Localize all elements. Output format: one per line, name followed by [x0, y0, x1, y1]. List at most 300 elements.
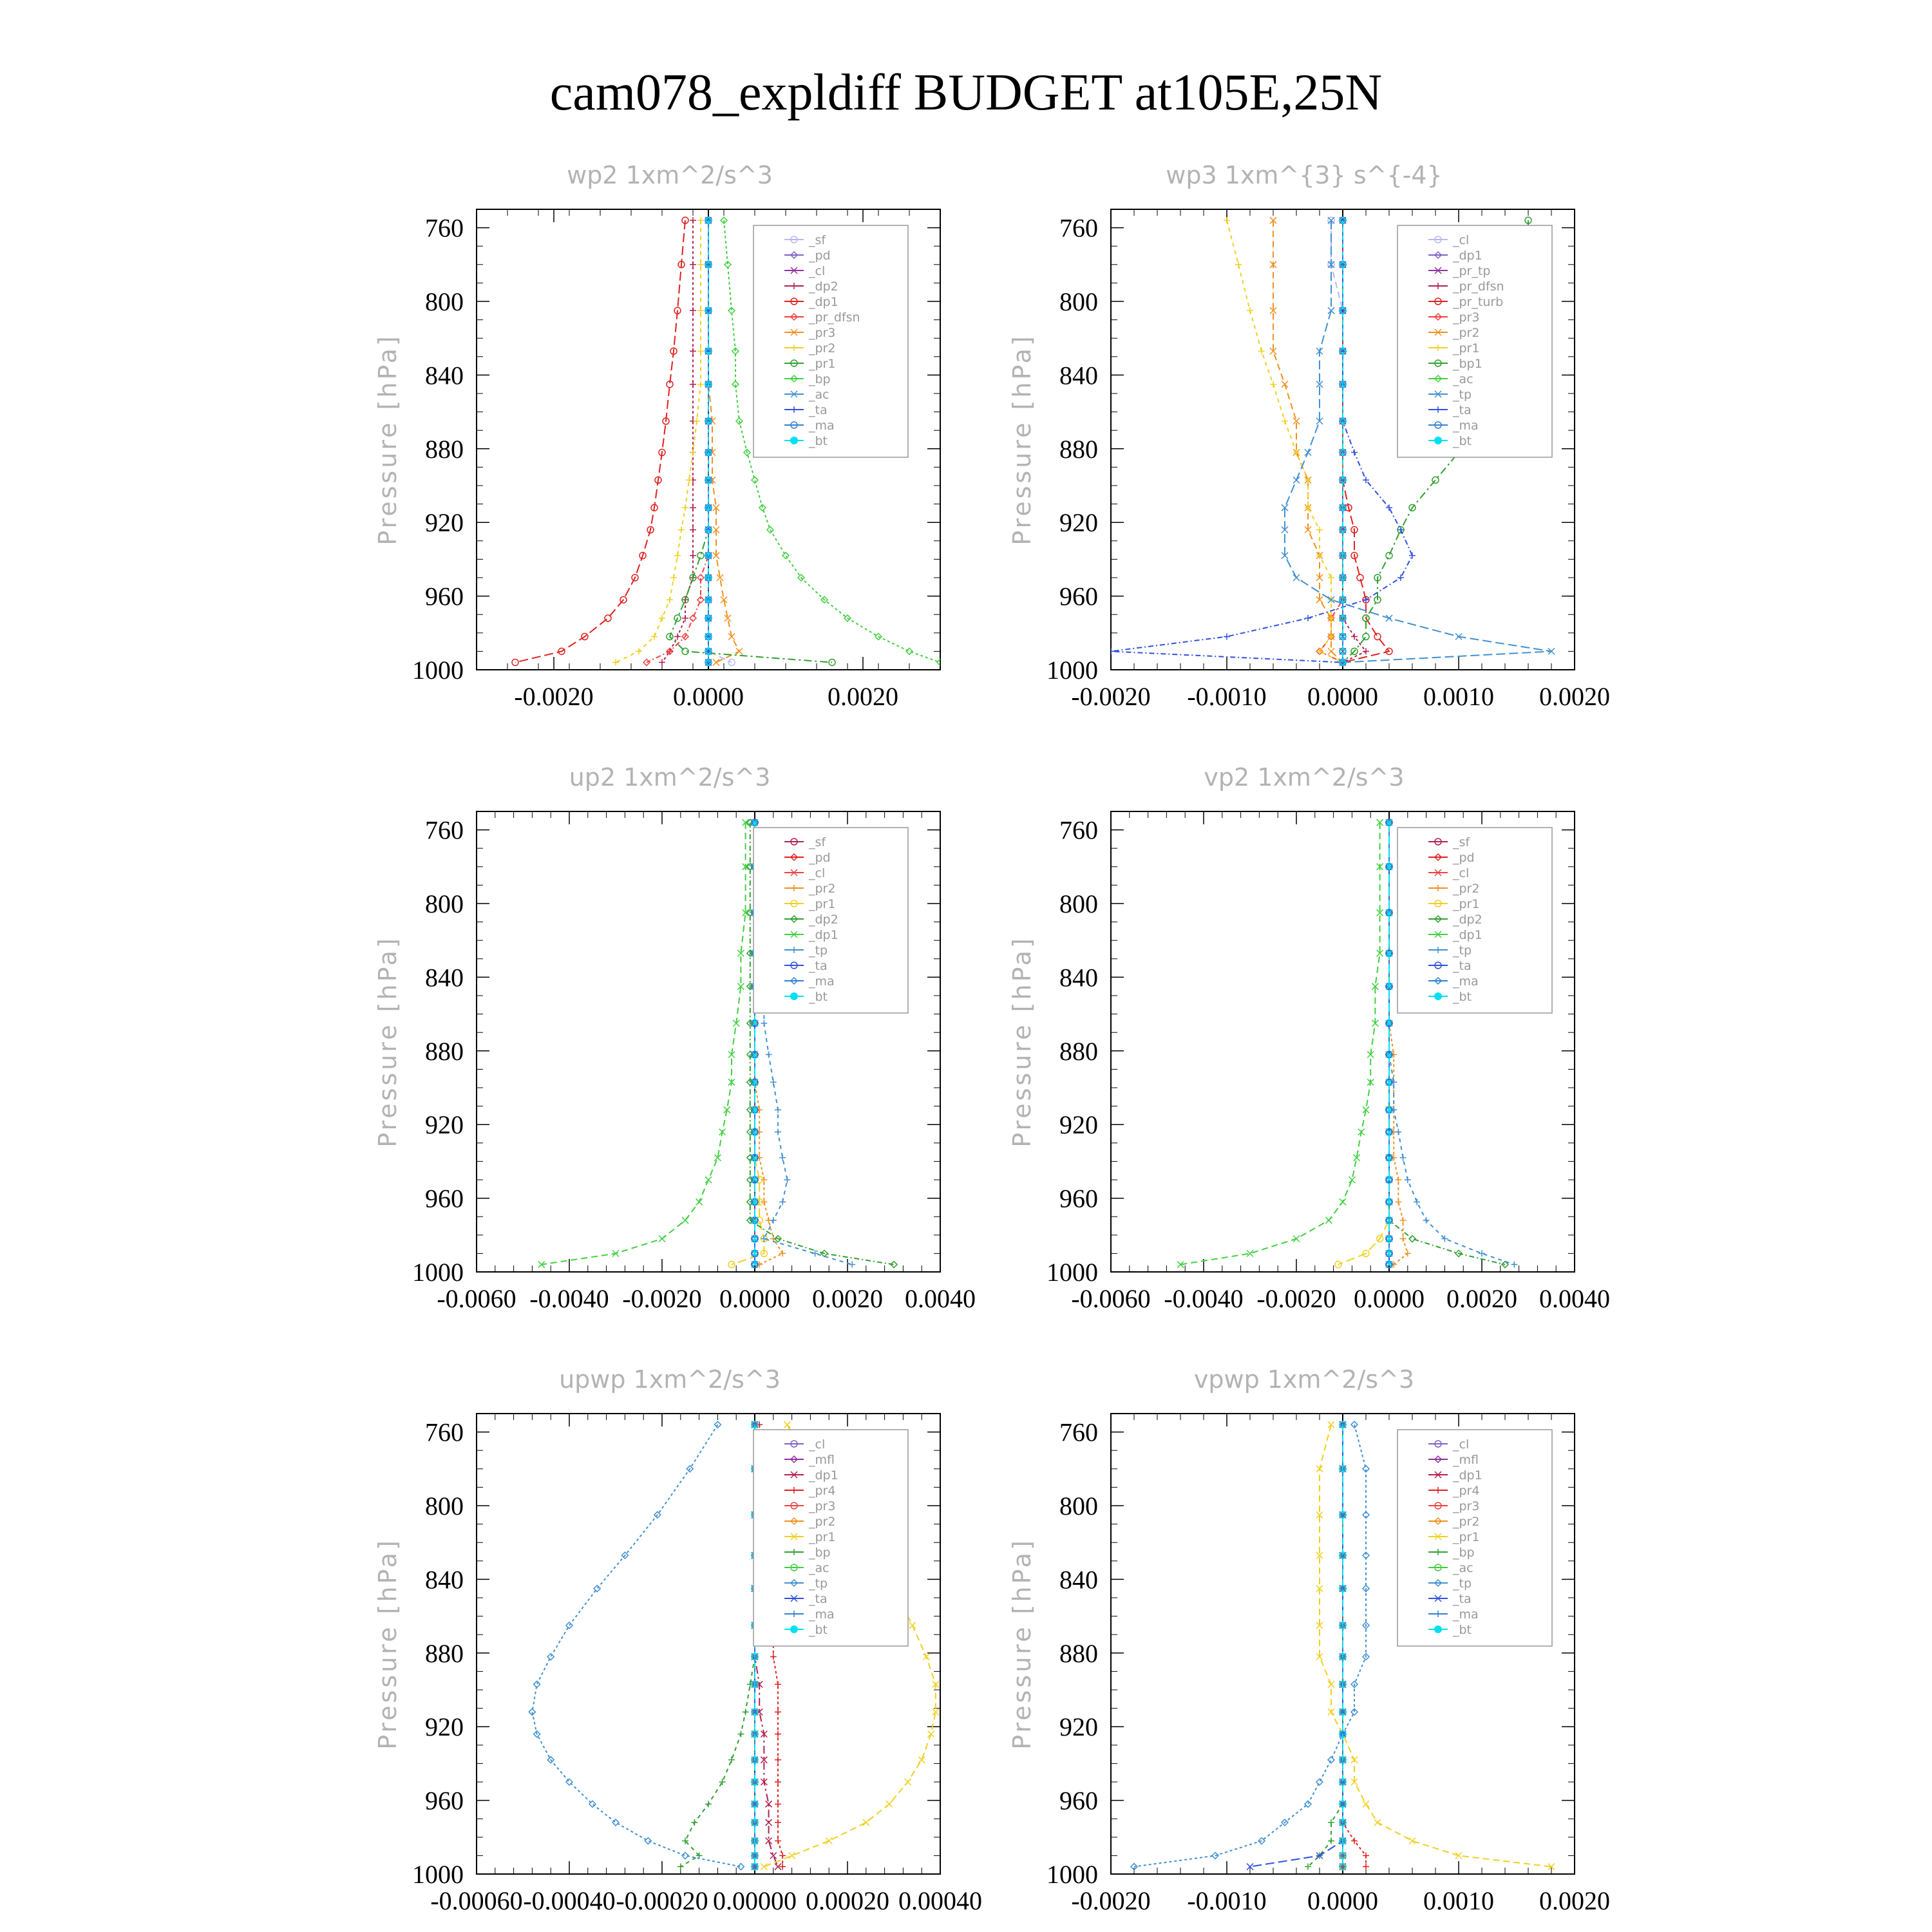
series-point_dp2	[690, 527, 696, 533]
series-point_dp1	[766, 1819, 772, 1826]
series-point_dp2	[674, 634, 681, 640]
series-point_pr2	[659, 615, 665, 621]
legend-entry-label: _ma	[1453, 1607, 1479, 1622]
x-tick-label: 0.0040	[905, 1284, 976, 1313]
y-tick-label: 960	[425, 582, 464, 611]
legend-entry-label: _pr_tp	[1453, 264, 1491, 278]
legend-entry-label: _pr_turb	[1453, 295, 1504, 309]
y-axis-label: Pressure [hPa]	[1008, 936, 1036, 1148]
series-point_bp	[1328, 1838, 1334, 1844]
y-tick-label: 760	[425, 213, 464, 243]
series-point_pr1	[863, 1819, 869, 1826]
x-tick-label: -0.0040	[529, 1284, 609, 1313]
legend-entry-label: _sf	[809, 233, 826, 247]
y-tick-label: 840	[425, 963, 464, 992]
series-point_ta	[1108, 648, 1114, 654]
legend	[753, 828, 908, 1013]
x-tick-label: 0.00020	[806, 1886, 889, 1915]
legend-entry-label: _ta	[809, 403, 828, 417]
series-point_dp1	[605, 615, 611, 621]
series-line_dp1	[1180, 822, 1380, 1264]
series-point_pr1	[909, 1622, 916, 1629]
legend-entry-label: _cl	[809, 866, 826, 880]
series-point_pr2	[697, 307, 704, 314]
series-point_bp	[719, 1779, 726, 1785]
series-line_tp	[1134, 1425, 1366, 1866]
series-point_pr2	[686, 477, 692, 483]
y-tick-label: 960	[1059, 1184, 1098, 1213]
legend-entry-label: _ta	[1453, 1592, 1472, 1606]
legend-entry-label: _cl	[809, 1437, 826, 1452]
series-point_bp	[743, 1709, 749, 1715]
legend-entry-label: _pd	[809, 851, 831, 865]
legend-entry-label: _bt	[809, 990, 828, 1004]
x-tick-label: -0.0010	[1187, 682, 1267, 711]
series-point_tp	[770, 1217, 777, 1224]
series-point_pr4	[775, 1709, 781, 1715]
series-point_pr1	[886, 1801, 893, 1807]
legend-entry-label: _mfl	[809, 1453, 835, 1467]
series-point_dp1	[705, 1177, 712, 1183]
legend-entry-label: _tp	[1453, 943, 1472, 958]
legend-entry-label: _pr2	[809, 341, 836, 355]
series-point_tp	[547, 1654, 554, 1660]
x-tick-label: -0.0060	[437, 1284, 516, 1313]
legend-entry-label: _dp1	[809, 295, 838, 309]
series-point_pr1	[1316, 527, 1323, 533]
y-tick-label: 880	[1059, 1638, 1098, 1668]
y-tick-label: 1000	[412, 656, 464, 685]
legend-entry-label: _dp2	[1453, 913, 1482, 927]
legend-entry-label: _pr2	[1453, 882, 1480, 896]
legend-entry-label: _ac	[1453, 1561, 1473, 1575]
legend-entry-label: _ac	[809, 388, 829, 402]
series-line_ta	[1111, 220, 1412, 662]
y-axis-label: Pressure [hPa]	[1008, 334, 1036, 545]
series-point_bp	[1328, 1819, 1334, 1826]
y-tick-label: 1000	[1046, 656, 1098, 685]
series-point_tp	[1328, 1757, 1334, 1763]
series-point_dp1	[1349, 1177, 1355, 1183]
legend-entry-label: _pr1	[1453, 897, 1480, 911]
legend-entry-label: _dp1	[809, 928, 838, 942]
y-tick-label: 1000	[412, 1258, 464, 1287]
series-point_pr2	[1328, 648, 1334, 654]
panel-title: upwp 1xm^2/s^3	[559, 1365, 781, 1394]
x-tick-label: -0.0020	[1071, 1886, 1151, 1915]
series-point_pr1	[761, 1864, 767, 1870]
panel-title: vpwp 1xm^2/s^3	[1193, 1365, 1415, 1394]
x-tick-label: 0.0010	[1423, 682, 1494, 711]
series-point_tp	[1386, 615, 1392, 621]
chart-panel-4	[1008, 763, 1610, 1313]
legend-entry-label: _pr1	[809, 357, 836, 371]
y-tick-label: 1000	[412, 1860, 464, 1889]
series-point_tp	[775, 1129, 781, 1135]
series-point_pr1	[1270, 381, 1276, 388]
series-point_pr2	[697, 261, 704, 268]
series-point_pr3	[713, 659, 719, 666]
y-tick-label: 960	[1059, 582, 1098, 611]
series-point_pr2	[690, 450, 696, 456]
chart-panel-6	[1008, 1365, 1610, 1915]
series-point_ta	[1409, 553, 1416, 559]
legend-entry-label: _sf	[809, 835, 826, 849]
series-point_tp	[775, 1106, 781, 1113]
x-tick-label: 0.0020	[812, 1284, 883, 1313]
legend-entry-label: _dp1	[1453, 1468, 1482, 1482]
y-tick-label: 800	[425, 287, 464, 316]
series-point_tp	[1293, 477, 1300, 483]
legend-entry-label: _bp	[1453, 1546, 1475, 1560]
series-point_ta	[1397, 574, 1404, 581]
series-point_ta	[1305, 615, 1311, 621]
y-tick-label: 840	[1059, 361, 1098, 390]
x-tick-label: -0.00040	[523, 1886, 616, 1915]
series-line_tp	[532, 1425, 741, 1866]
y-tick-label: 760	[1059, 1417, 1098, 1447]
legend-entry-label: _tp	[809, 1577, 828, 1591]
series-line_cl	[1331, 220, 1343, 662]
series-point_dp2	[659, 659, 665, 666]
series-point_pr3	[736, 648, 743, 654]
legend-marker	[790, 992, 798, 1000]
series-point_bp	[677, 1864, 684, 1870]
series-point_pr4	[775, 1731, 781, 1738]
series-point_dp2	[690, 217, 696, 223]
series-line_pr_dfsn	[647, 220, 708, 662]
y-tick-label: 760	[425, 1417, 464, 1447]
series-point_pr2	[1400, 1236, 1406, 1242]
series-point_bp	[906, 648, 913, 654]
legend	[1397, 828, 1552, 1013]
series-point_pr1	[789, 1852, 795, 1859]
y-tick-label: 760	[1059, 815, 1098, 845]
series-point_pr1	[1247, 307, 1253, 314]
x-tick-label: 0.0000	[673, 682, 744, 711]
series-point_tp	[1305, 450, 1311, 456]
y-tick-label: 960	[425, 1184, 464, 1213]
series-point_dp1	[1325, 1217, 1332, 1224]
series-point_dp1	[659, 1236, 665, 1242]
legend-entry-label: _tp	[1453, 1577, 1472, 1591]
legend-marker	[1434, 437, 1442, 444]
y-tick-label: 760	[425, 815, 464, 845]
x-tick-label: 0.0020	[1539, 1886, 1610, 1915]
series-line_pr4	[1343, 1425, 1366, 1866]
legend-entry-label: _ta	[809, 959, 828, 973]
chart-panel-3	[374, 763, 976, 1313]
series-point_pr2	[1395, 1198, 1401, 1205]
series-point_pr1	[1328, 574, 1334, 581]
legend-entry-label: _bt	[1453, 434, 1472, 448]
series-point_bp	[737, 1731, 744, 1738]
series-point_bp1	[1363, 634, 1369, 640]
y-tick-label: 920	[1059, 1110, 1098, 1140]
legend-entry-label: _pd	[809, 249, 831, 263]
series-point_tp	[761, 1020, 767, 1027]
series-point_pr1	[1235, 261, 1242, 268]
legend	[753, 1430, 908, 1646]
series-point_dp2	[690, 504, 696, 511]
legend-entry-label: _pr2	[1453, 326, 1480, 340]
figure-title: cam078_expldiff BUDGET at105E,25N	[549, 64, 1383, 121]
series-point_pr_turb	[1374, 634, 1381, 640]
series-point_tp	[1400, 1155, 1406, 1161]
y-tick-label: 800	[425, 1492, 464, 1520]
series-point_tp	[1511, 1262, 1517, 1268]
y-tick-label: 800	[1059, 889, 1098, 918]
series-line_pr1	[1338, 822, 1389, 1264]
y-tick-label: 800	[1059, 287, 1098, 316]
legend-entry-label: _cl	[809, 264, 826, 278]
y-tick-label: 920	[1059, 1712, 1098, 1742]
series-point_pr1	[697, 553, 704, 559]
series-point_pr1	[826, 1838, 832, 1844]
series-point_pr_dfsn	[690, 615, 696, 621]
series-point_dp2	[690, 553, 696, 559]
series-point_dp2	[690, 307, 696, 314]
y-tick-label: 880	[425, 1036, 464, 1066]
x-tick-label: 0.0000	[1307, 1886, 1378, 1915]
series-point_pr2	[779, 1250, 786, 1256]
legend-marker	[1434, 1625, 1442, 1633]
y-tick-label: 840	[1059, 963, 1098, 992]
legend-entry-label: _ma	[809, 1607, 835, 1622]
series-point_tp	[1316, 1779, 1323, 1785]
y-tick-label: 840	[425, 1565, 464, 1595]
legend-entry-label: _ac	[809, 1561, 829, 1575]
x-tick-label: -0.0060	[1071, 1284, 1151, 1313]
chart-panel-5	[374, 1365, 982, 1915]
legend-entry-label: _ta	[1453, 959, 1472, 973]
series-point_bp	[728, 1757, 735, 1763]
series-point_ta	[1351, 450, 1358, 456]
series-point_pr2	[682, 504, 688, 511]
series-point_pr2	[1400, 1217, 1406, 1224]
chart-panel-1	[374, 161, 943, 711]
series-point_pr1	[1409, 1838, 1416, 1844]
y-tick-label: 840	[1059, 1565, 1098, 1595]
legend-entry-label: _dp1	[1453, 928, 1482, 942]
series-point_dp2	[690, 261, 696, 268]
x-tick-label: 0.00040	[898, 1886, 982, 1915]
series-point_pr2	[697, 348, 704, 354]
legend-entry-label: _bt	[1453, 1623, 1472, 1637]
legend-entry-label: _ma	[1453, 419, 1479, 433]
series-point_pr4	[775, 1838, 781, 1844]
y-tick-label: 760	[1059, 213, 1098, 243]
series-point_pr1	[1351, 1757, 1358, 1763]
series-point_pr2	[670, 574, 677, 581]
legend-entry-label: _cl	[1453, 1437, 1470, 1452]
y-tick-label: 880	[1059, 434, 1098, 464]
legend-entry-label: _pr3	[809, 1499, 836, 1513]
legend-entry-label: _pr1	[1453, 341, 1480, 355]
y-tick-label: 1000	[1046, 1860, 1098, 1889]
series-point_pr1	[1455, 1852, 1462, 1859]
x-tick-label: -0.0020	[1071, 682, 1151, 711]
series-point_pr2	[1395, 1177, 1401, 1183]
series-point_dp2	[682, 615, 688, 621]
y-tick-label: 920	[425, 1712, 464, 1742]
legend-entry-label: _bt	[809, 1623, 828, 1637]
legend-entry-label: _pr_dfsn	[809, 310, 860, 325]
legend	[1397, 225, 1552, 457]
y-axis-label: Pressure [hPa]	[1008, 1538, 1036, 1750]
legend-entry-label: _pr3	[1453, 310, 1480, 325]
series-line_pr2	[616, 220, 701, 662]
legend-entry-label: _pr2	[809, 882, 836, 896]
series-point_pr4	[775, 1757, 781, 1763]
legend-entry-label: _pr3	[809, 326, 836, 340]
legend-entry-label: _pr1	[809, 897, 836, 911]
legend-entry-label: _dp2	[809, 913, 838, 927]
legend-entry-label: _ta	[809, 1592, 828, 1606]
series-point_pr1	[1282, 418, 1288, 424]
legend-entry-label: _pr4	[1453, 1484, 1480, 1498]
series-point_pr2	[694, 418, 700, 424]
series-point_tp	[784, 1177, 790, 1183]
legend-entry-label: _dp2	[809, 279, 838, 294]
series-line_bp	[1308, 1425, 1343, 1866]
legend-entry-label: _ac	[1453, 372, 1473, 386]
legend-entry-label: _cl	[1453, 866, 1470, 880]
series-point_pr2	[678, 527, 685, 533]
series-point_dp1	[1340, 1198, 1346, 1205]
series-line_pr3	[708, 220, 739, 662]
legend-marker	[1434, 992, 1442, 1000]
series-point_bp1	[1432, 477, 1439, 483]
series-point_ta	[1224, 634, 1230, 640]
legend-entry-label: _mfl	[1453, 1453, 1479, 1467]
series-point_dp1	[682, 1217, 688, 1224]
series-point_pr1	[928, 1731, 934, 1738]
legend-entry-label: _bt	[1453, 990, 1472, 1004]
series-point_tp	[1293, 574, 1300, 581]
series-point_tp	[1423, 1217, 1430, 1224]
series-point_tp	[645, 1838, 651, 1844]
series-point_pr2	[697, 217, 704, 223]
y-tick-label: 800	[425, 889, 464, 918]
series-line_pr2	[1273, 220, 1343, 662]
x-tick-label: 0.0010	[1423, 1886, 1494, 1915]
x-tick-label: 0.00000	[713, 1886, 797, 1915]
y-tick-label: 880	[425, 1638, 464, 1668]
panels	[374, 161, 1610, 1915]
panel-title: vp2 1xm^2/s^3	[1204, 763, 1405, 791]
legend-entry-label: _bp	[809, 372, 831, 386]
legend-entry-label: _ma	[809, 419, 835, 433]
legend-entry-label: _pr3	[1453, 1499, 1480, 1513]
series-line_dp1	[515, 220, 685, 662]
chart-panel-2	[1008, 161, 1610, 711]
series-point_tp	[779, 1155, 786, 1161]
legend-entry-label: _bp	[809, 1546, 831, 1560]
legend-entry-label: _ma	[809, 974, 835, 989]
series-point_pr2	[667, 596, 673, 603]
y-tick-label: 880	[1059, 1036, 1098, 1066]
series-point_tp	[1405, 1177, 1411, 1183]
series-point_pr4	[770, 1654, 777, 1660]
series-point_pr2	[1405, 1250, 1411, 1256]
y-tick-label: 920	[1059, 508, 1098, 538]
panel-title: wp2 1xm^2/s^3	[567, 161, 773, 189]
series-point_pr1	[1258, 348, 1265, 354]
legend-entry-label: _pr_dfsn	[1453, 279, 1504, 294]
series-point_pr1	[918, 1757, 925, 1763]
x-tick-label: -0.0020	[514, 682, 594, 711]
series-point_pr1	[1224, 217, 1230, 223]
x-tick-label: -0.00060	[430, 1886, 523, 1915]
series-point_pr4	[775, 1681, 781, 1687]
series-point_pr1	[1363, 1801, 1369, 1807]
y-tick-label: 960	[1059, 1786, 1098, 1815]
legend-entry-label: _tp	[1453, 388, 1472, 402]
series-point_pr2	[697, 381, 704, 388]
series-point_tp	[1414, 1198, 1420, 1205]
x-tick-label: 0.0020	[1446, 1284, 1517, 1313]
series-point_pr2	[1282, 381, 1288, 388]
series-point_tp	[766, 1052, 772, 1058]
legend-entry-label: _bp1	[1453, 357, 1482, 371]
legend-entry-label: _pr2	[1453, 1515, 1480, 1529]
x-tick-label: 0.0000	[1354, 1284, 1425, 1313]
legend-entry-label: _sf	[1453, 835, 1470, 849]
x-tick-label: 0.0020	[1539, 682, 1610, 711]
y-tick-label: 800	[1059, 1492, 1098, 1520]
series-point_pr1	[1374, 1819, 1381, 1826]
y-tick-label: 920	[425, 508, 464, 538]
series-point_tp	[1395, 1129, 1401, 1135]
y-tick-label: 960	[425, 1786, 464, 1815]
series-point_pr4	[775, 1819, 781, 1826]
legend-entry-label: _bt	[809, 434, 828, 448]
series-line_pr_dfsn	[1343, 220, 1366, 662]
legend	[753, 225, 908, 457]
y-tick-label: 1000	[1046, 1258, 1098, 1287]
series-point_pr1	[1328, 1681, 1334, 1687]
series-point_pr1	[784, 1421, 790, 1428]
series-line_ta	[1250, 1425, 1343, 1866]
y-axis-label: Pressure [hPa]	[374, 334, 402, 545]
x-tick-label: 0.0040	[1539, 1284, 1610, 1313]
series-line_dp1	[542, 822, 746, 1264]
series-point_pr4	[1363, 1864, 1369, 1870]
series-point_tp	[1479, 1250, 1485, 1256]
series-point_tp	[770, 1079, 777, 1085]
series-point_pr1	[923, 1654, 929, 1660]
legend-marker	[790, 437, 798, 444]
legend-entry-label: _dp1	[1453, 249, 1482, 263]
y-axis-label: Pressure [hPa]	[374, 936, 402, 1148]
legend-entry-label: _pr1	[1453, 1530, 1480, 1544]
series-point_pr2	[651, 634, 658, 640]
series-point_dp1	[1293, 1236, 1300, 1242]
legend-entry-label: _pr4	[809, 1484, 836, 1498]
series-point_pr4	[775, 1779, 781, 1785]
series-point_bp1	[1386, 553, 1392, 559]
series-point_bp	[691, 1819, 697, 1826]
series-point_pr2	[636, 648, 642, 654]
series-point_pr_dfsn	[697, 596, 704, 603]
panel-title: up2 1xm^2/s^3	[569, 763, 771, 791]
series-point_tp	[566, 1622, 573, 1629]
legend-entry-label: _pr2	[809, 1515, 836, 1529]
x-tick-label: 0.0000	[719, 1284, 790, 1313]
series-point_ta	[1386, 504, 1392, 511]
y-tick-label: 880	[425, 434, 464, 464]
